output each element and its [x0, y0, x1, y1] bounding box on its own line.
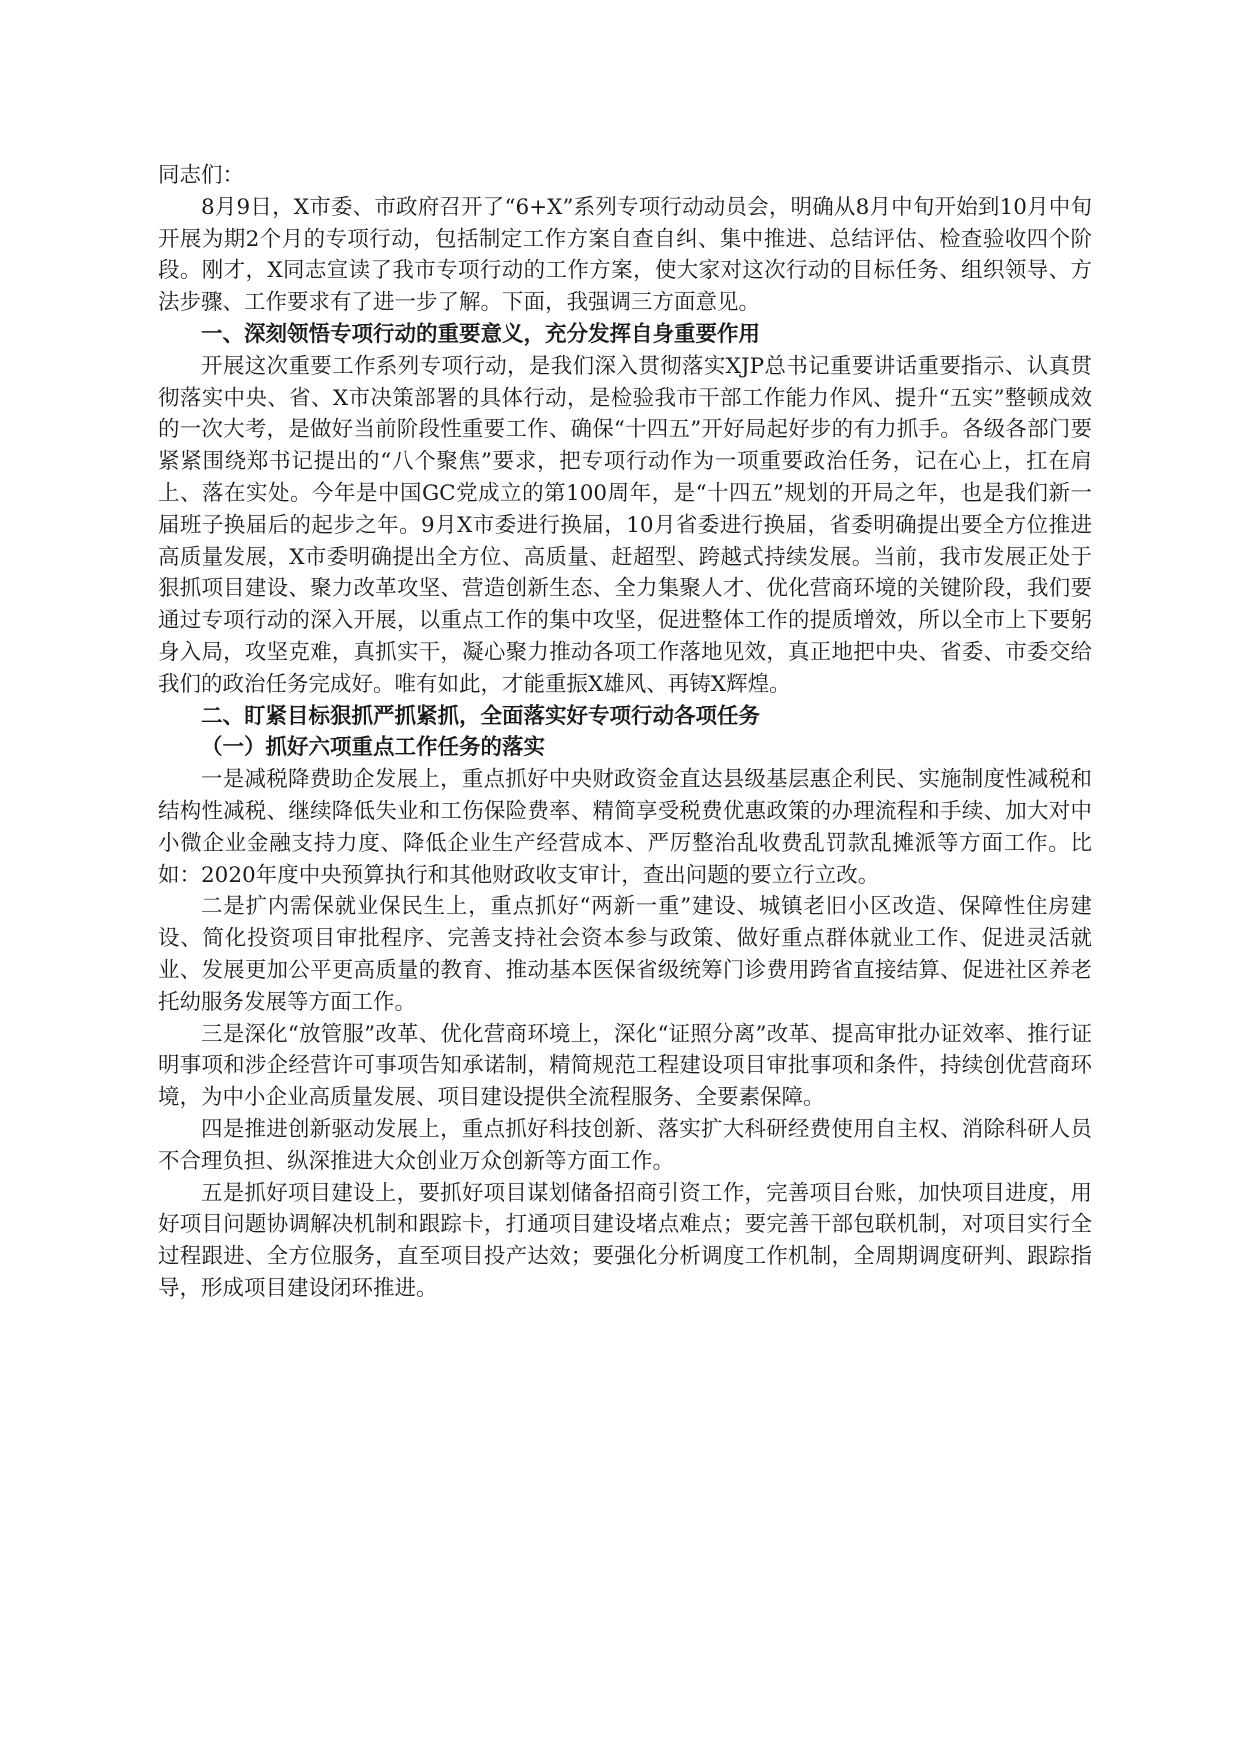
intro-paragraph: 8月9日，X市委、市政府召开了“6+X”系列专项行动动员会，明确从8月中旬开始到10月中旬开展为期2个月的专项行动，包括制定工作方案自查自纠、集中推进、总结评估、检查验收四个阶段。刚才，X同志宣读了我市专项行动的工作方案，使大家对这次行动的目标任务、组织领导、方法步骤、工作要求有了进一步了解。下面，我强调三方面意见。	[158, 194, 1092, 316]
greeting-line: 同志们：	[158, 163, 245, 188]
section-1-paragraph: 开展这次重要工作系列专项行动，是我们深入贯彻落实XJP总书记重要讲话重要指示、认真贯彻落实中央、省、X市决策部署的具体行动，是检验我市干部工作能力作风、提升“五实”整顿成效的一次大考，是做好当前阶段性重要工作、确保“十四五”开好局起好步的有力抓手。各级各部门要紧紧围绕郑书记提出的“八个聚焦”要求，把专项行动作为一项重要政治任务，记在心上，扛在肩上、落在实处。今年是中国GC党成立的第100周年，是“十四五”规划的开局之年，也是我们新一届班子换届后的起步之年。9月X市委进行换届，10月省委进行换届，省委明确提出要全方位推进高质量发展，X市委明确提出全方位、高质量、赶超型、跨越式持续发展。当前，我市发展正处于狠抓项目建设、聚力改革攻坚、营造创新生态、全力集聚人才、优化营商环境的关键阶段，我们要通过专项行动的深入开展，以重点工作的集中攻坚，促进整体工作的提质增效，所以全市上下要躬身入局，攻坚克难，真抓实干，凝心聚力推动各项工作落地见效，真正地把中央、省委、市委交给我们的政治任务完成好。唯有如此，才能重振X雄风、再铸X辉煌。	[158, 353, 1092, 697]
subsection-heading-1: （一）抓好六项重点工作任务的落实	[201, 735, 546, 761]
task-paragraph-4: 四是推进创新驱动发展上，重点抓好科技创新、落实扩大科研经费使用自主权、消除科研人员不合理负担、纵深推进大众创业万众创新等方面工作。	[158, 1116, 1092, 1174]
task-paragraph-2: 二是扩内需保就业保民生上，重点抓好“两新一重”建设、城镇老旧小区改造、保障性住房建设、简化投资项目审批程序、完善支持社会资本参与政策、做好重点群体就业工作、促进灵活就业、发展更加公平更高质量的教育、推动基本医保省级统筹门诊费用跨省直接结算、促进社区养老托幼服务发展等方面工作。	[158, 894, 1092, 1015]
task-paragraph-1: 一是减税降费助企发展上，重点抓好中央财政资金直达县级基层惠企利民、实施制度性减税和结构性减税、继续降低失业和工伤保险费率、精简享受税费优惠政策的办理流程和手续、加大对中小微企业金融支持力度、降低企业生产经营成本、严厉整治乱收费乱罚款乱摊派等方面工作。比如：2020年度中央预算执行和其他财政收支审计，查出问题的要立行立改。	[158, 767, 1092, 888]
document-body	[158, 160, 1092, 1305]
section-heading-2: 二、盯紧目标狠抓严抓紧抓，全面落实好专项行动各项任务	[201, 703, 761, 729]
section-heading-1: 一、深刻领悟专项行动的重要意义，充分发挥自身重要作用	[201, 321, 761, 347]
task-paragraph-3: 三是深化“放管服”改革、优化营商环境上，深化“证照分离”改革、提高审批办证效率、推行证明事项和涉企经营许可事项告知承诺制，精简规范工程建设项目审批事项和条件，持续创优营商环境，为中小企业高质量发展、项目建设提供全流程服务、全要素保障。	[158, 1021, 1092, 1111]
task-paragraph-5: 五是抓好项目建设上，要抓好项目谋划储备招商引资工作，完善项目台账，加快项目进度，用好项目问题协调解决机制和跟踪卡，打通项目建设堵点难点；要完善干部包联机制，对项目实行全过程跟进、全方位服务，直至项目投产达效；要强化分析调度工作机制，全周期调度研判、跟踪指导，形成项目建设闭环推进。	[158, 1180, 1092, 1301]
